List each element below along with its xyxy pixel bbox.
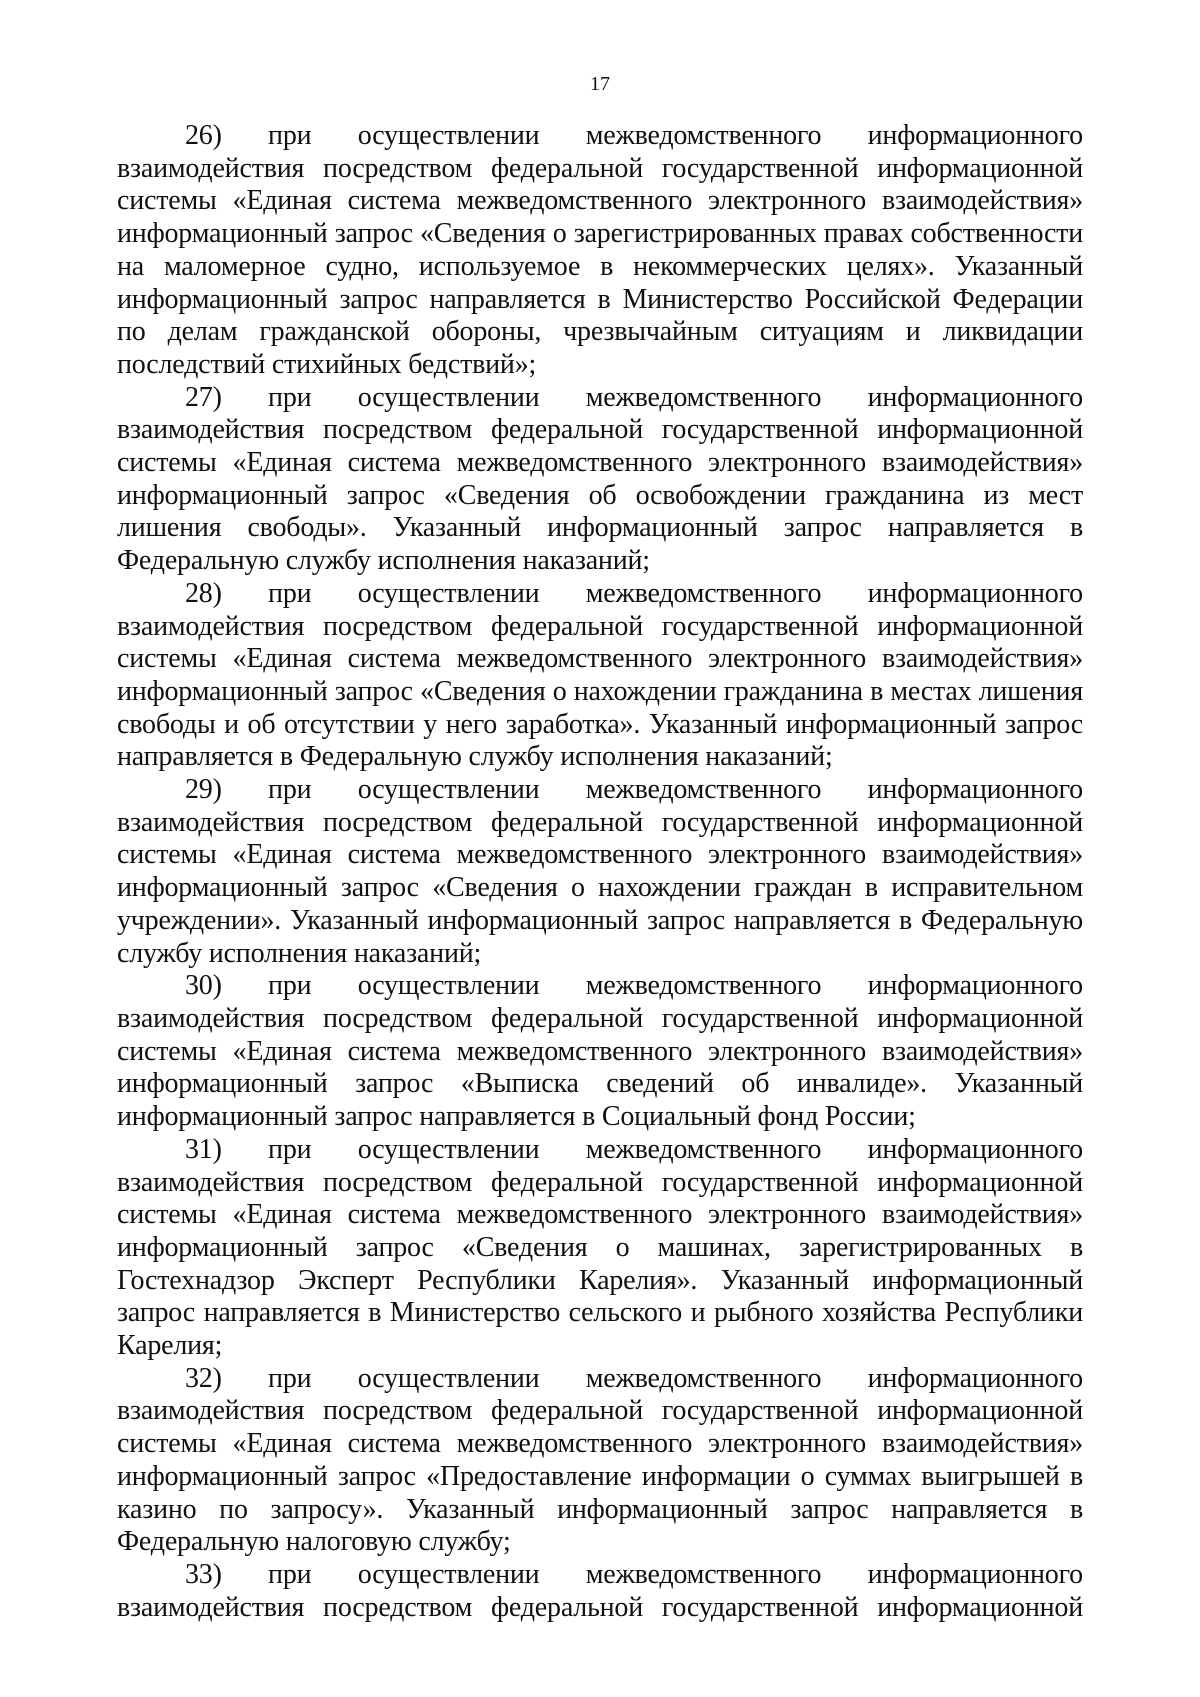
item-number: 31): [185, 1133, 222, 1165]
list-item-27: [117, 382, 1083, 578]
item-number: 27): [185, 381, 222, 413]
item-number: 32): [185, 1362, 222, 1394]
item-text: при осуществлении межведомственного информационного взаимодействия посредством федеральной государственной информационной системы «Единая система межведомственного электронного взаимодействия» информационный запрос «Выписка сведений об инвалиде». Указанный информационный запрос направляется в Социальный фонд России;: [117, 970, 1083, 1133]
item-text: при осуществлении межведомственного информационного взаимодействия посредством федеральной государственной информационной системы «Единая система межведомственного электронного взаимодействия» информационный запрос «Сведения о зарегистрированных правах собственности на маломерное судно, используемое в некоммерческих целях». Указанный информационный запрос направляется в Министерство Российской Федерации по делам гражданской обороны, чрезвычайным ситуациям и ликвидации последствий стихийных бедствий»;: [117, 120, 1083, 380]
item-text: при осуществлении межведомственного информационного взаимодействия посредством федеральной государственной информационной системы «Единая система межведомственного электронного взаимодействия» информационный запрос «Предоставление информации о суммах выигрышей в казино по запросу». Указанный информационный запрос направляется в Федеральную налоговую службу;: [117, 1362, 1083, 1558]
item-number: 30): [185, 970, 222, 1002]
page-number: 17: [590, 73, 610, 95]
list-item-32: [117, 1363, 1083, 1559]
item-text: при осуществлении межведомственного информационного взаимодействия посредством федеральной государственной информационной системы «Единая система межведомственного электронного взаимодействия» информационный запрос «Сведения о машинах, зарегистрированных в Гостехнадзор Эксперт Республики Карелия». Указанный информационный запрос направляется в Министерство сельского и рыбного хозяйства Республики Карелия;: [117, 1133, 1083, 1362]
item-number: 28): [185, 577, 222, 609]
list-item-26: [117, 120, 1083, 382]
item-text: при осуществлении межведомственного информационного взаимодействия посредством федеральной государственной информационной системы «Единая система межведомственного электронного взаимодействия» информационный запрос «Сведения о нахождении гражданина в местах лишения свободы и об отсутствии у него заработка». Указанный информационный запрос направляется в Федеральную службу исполнения наказаний;: [117, 577, 1083, 773]
item-text: при осуществлении межведомственного информационного взаимодействия посредством федеральной государственной информационной системы «Единая система межведомственного электронного взаимодействия» информационный запрос «Сведения об освобождении гражданина из мест лишения свободы». Указанный информационный запрос направляется в Федеральную службу исполнения наказаний;: [117, 381, 1083, 577]
document-body: [117, 120, 1083, 1624]
list-item-30: [117, 970, 1083, 1134]
list-item-29: [117, 774, 1083, 970]
item-number: 33): [185, 1558, 222, 1590]
list-item-28: [117, 578, 1083, 774]
item-text: при осуществлении межведомственного информационного взаимодействия посредством федеральной государственной информационной системы «Единая система межведомственного электронного взаимодействия» информационный запрос «Сведения о нахождении граждан в исправительном учреждении». Указанный информационный запрос направляется в Федеральную службу исполнения наказаний;: [117, 774, 1083, 969]
item-number: 26): [185, 120, 222, 151]
list-item-33: [117, 1559, 1083, 1624]
item-number: 29): [185, 774, 222, 806]
item-text: при осуществлении межведомственного информационного взаимодействия посредством федеральной государственной информационной: [117, 1558, 1083, 1623]
list-item-31: [117, 1134, 1083, 1363]
